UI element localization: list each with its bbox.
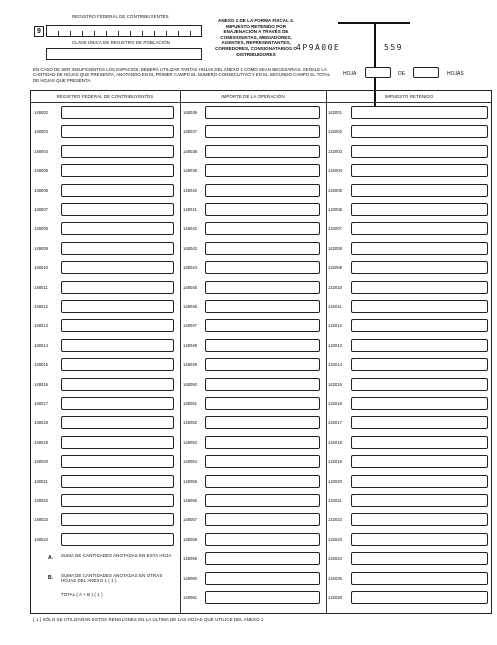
curp-field[interactable] xyxy=(46,48,202,60)
importe-field-code: 148042 xyxy=(183,226,197,232)
summary-importe-input[interactable] xyxy=(205,572,320,585)
impuesto-input[interactable] xyxy=(351,416,488,429)
summary-label: SUMA DE CANTIDADES ANOTADAS EN ESTA HOJA xyxy=(61,553,172,559)
importe-input[interactable] xyxy=(205,494,320,507)
impuesto-field-code: 142011 xyxy=(328,304,342,309)
importe-field-code: 148036 xyxy=(183,110,197,115)
form-number: 9 xyxy=(37,28,41,35)
rfc-input[interactable] xyxy=(61,281,174,294)
rfc-field-code: 148018 xyxy=(34,420,48,426)
importe-field-code: 148049 xyxy=(183,362,197,368)
importe-input[interactable] xyxy=(205,436,320,449)
importe-field-code: 148045 xyxy=(183,284,197,290)
rfc-input[interactable] xyxy=(61,358,174,371)
rfc-field-code: 148013 xyxy=(34,323,48,329)
importe-input[interactable] xyxy=(205,261,320,274)
impuesto-field-code: 142015 xyxy=(328,381,342,387)
summary-importe-code: 148060 xyxy=(183,575,197,581)
rfc-input[interactable] xyxy=(61,475,174,488)
impuesto-input[interactable] xyxy=(351,513,488,526)
rfc-field-code: 148004 xyxy=(34,148,48,154)
rfc-input[interactable] xyxy=(61,164,174,177)
hoja-label: HOJA xyxy=(343,71,357,77)
importe-input[interactable] xyxy=(205,222,320,235)
rfc-field-code: 148021 xyxy=(34,478,48,484)
impuesto-field-code: 142002 xyxy=(328,129,342,135)
rfc-field-code: 148005 xyxy=(34,168,48,174)
summary-impuesto-input[interactable] xyxy=(351,572,488,585)
impuesto-field-code: 142023 xyxy=(328,536,342,542)
importe-input[interactable] xyxy=(205,300,320,313)
rfc-field-code: 148008 xyxy=(34,226,48,232)
impuesto-input[interactable] xyxy=(351,145,488,158)
form-number-box xyxy=(34,26,44,37)
summary-label: TOTAL ( A + B ) ( 1 ) xyxy=(61,592,103,597)
summary-importe-code: 148061 xyxy=(183,595,197,600)
importe-input[interactable] xyxy=(205,455,320,468)
importe-field-code: 148055 xyxy=(183,478,197,484)
importe-field-code: 148043 xyxy=(183,245,197,251)
importe-input[interactable] xyxy=(205,513,320,526)
summary-letter: A. xyxy=(48,555,53,562)
impuesto-input[interactable] xyxy=(351,184,488,197)
importe-field-code: 148040 xyxy=(183,187,197,193)
impuesto-input[interactable] xyxy=(351,222,488,235)
importe-input[interactable] xyxy=(205,533,320,546)
importe-input[interactable] xyxy=(205,416,320,429)
rfc-input[interactable] xyxy=(61,203,174,216)
rfc-input[interactable] xyxy=(61,378,174,391)
rfc-input[interactable] xyxy=(61,184,174,197)
column-header-rfc: REGISTRO FEDERAL DE CONTRIBUYENTES xyxy=(56,94,154,99)
hoja-number-field[interactable] xyxy=(365,67,391,78)
importe-input[interactable] xyxy=(205,203,320,216)
impuesto-field-code: 142009 xyxy=(328,265,342,271)
impuesto-input[interactable] xyxy=(351,319,488,332)
importe-field-code: 148037 xyxy=(183,129,197,135)
importe-input[interactable] xyxy=(205,281,320,294)
rfc-field-code: 148014 xyxy=(34,342,48,348)
summary-label: SUMA DE CANTIDADES ANOTADAS EN OTRAS HOJAS DEL ANEXO 1 ( 1 ) xyxy=(61,572,163,583)
rfc-input[interactable] xyxy=(61,416,174,429)
summary-importe-input[interactable] xyxy=(205,591,320,604)
importe-field-code: 148058 xyxy=(183,536,197,542)
importe-field-code: 148054 xyxy=(183,459,197,465)
impuesto-field-code: 142008 xyxy=(328,245,342,251)
impuesto-input[interactable] xyxy=(351,300,488,313)
impuesto-field-code: 142021 xyxy=(328,498,342,503)
importe-input[interactable] xyxy=(205,106,320,119)
impuesto-field-code: 142012 xyxy=(328,323,342,329)
impuesto-field-code: 142017 xyxy=(328,420,342,426)
rfc-field-code: 148024 xyxy=(34,536,48,542)
rfc-field-code: 148015 xyxy=(34,362,48,368)
hoja-total-field[interactable] xyxy=(413,67,439,78)
importe-field-code: 148044 xyxy=(183,265,197,271)
rfc-input[interactable] xyxy=(61,319,174,332)
rfc-input[interactable] xyxy=(61,533,174,546)
impuesto-input[interactable] xyxy=(351,164,488,177)
rfc-input[interactable] xyxy=(61,513,174,526)
rfc-field-code: 148011 xyxy=(34,284,48,290)
impuesto-field-code: 142020 xyxy=(328,478,342,484)
summary-impuesto-code: 142026 xyxy=(328,595,342,600)
importe-input[interactable] xyxy=(205,184,320,197)
rfc-field-code: 148010 xyxy=(34,265,48,271)
importe-field-code: 148039 xyxy=(183,168,197,174)
rfc-input[interactable] xyxy=(61,222,174,235)
rfc-field-code: 148016 xyxy=(34,381,48,387)
column-header-impuesto: IMPUESTO RETENIDO xyxy=(384,94,434,99)
importe-field-code: 148053 xyxy=(183,439,197,445)
impuesto-field-code: 142004 xyxy=(328,168,342,174)
hojas-label: HOJAS xyxy=(447,71,464,77)
rfc-input[interactable] xyxy=(61,145,174,158)
impuesto-field-code: 142003 xyxy=(328,148,342,154)
rfc-input[interactable] xyxy=(61,339,174,352)
impuesto-field-code: 142006 xyxy=(328,207,342,212)
importe-input[interactable] xyxy=(205,339,320,352)
impuesto-input[interactable] xyxy=(351,339,488,352)
importe-field-code: 148057 xyxy=(183,517,197,523)
importe-field-code: 148038 xyxy=(183,148,197,154)
importe-input[interactable] xyxy=(205,358,320,371)
impuesto-field-code: 142010 xyxy=(328,284,342,290)
importe-field-code: 148052 xyxy=(183,420,197,426)
impuesto-field-code: 142022 xyxy=(328,517,342,523)
summary-impuesto-input[interactable] xyxy=(351,552,488,565)
impuesto-field-code: 142007 xyxy=(328,226,342,232)
annex-title: ANEXO 1 DE LA FORMA FISCAL 4. IMPUESTO RETENIDO POR ENAJENACIÓN A TRAVÉS DE COMISIONISTAS, MEDIADORES, AGENTES, REPRESENTANTES, CORREDORES, CONSIGNATARIOS O DISTRIBUIDORES xyxy=(215,18,297,57)
rfc-field-code: 148022 xyxy=(34,498,48,503)
rfc-input[interactable] xyxy=(61,261,174,274)
rfc-field-code: 148012 xyxy=(34,304,48,309)
summary-impuesto-input[interactable] xyxy=(351,591,488,604)
rfc-input[interactable] xyxy=(61,436,174,449)
rfc-field-code: 148009 xyxy=(34,245,48,251)
impuesto-input[interactable] xyxy=(351,281,488,294)
handwritten-code: 4P9A00E xyxy=(296,43,341,52)
rfc-input[interactable] xyxy=(61,125,174,138)
summary-importe-code: 148059 xyxy=(183,556,197,562)
summary-impuesto-code: 142024 xyxy=(328,556,342,562)
impuesto-input[interactable] xyxy=(351,203,488,216)
impuesto-field-code: 142016 xyxy=(328,401,342,406)
curp-label: CLAVE ÚNICA DE REGISTRO DE POBLACIÓN xyxy=(72,40,170,45)
impuesto-input[interactable] xyxy=(351,358,488,371)
impuesto-input[interactable] xyxy=(351,106,488,119)
importe-input[interactable] xyxy=(205,145,320,158)
impuesto-input[interactable] xyxy=(351,455,488,468)
importe-field-code: 148048 xyxy=(183,342,197,348)
rfc-input[interactable] xyxy=(61,494,174,507)
impuesto-field-code: 142005 xyxy=(328,187,342,193)
impuesto-input[interactable] xyxy=(351,242,488,255)
rfc-input[interactable] xyxy=(61,300,174,313)
impuesto-input[interactable] xyxy=(351,125,488,138)
rfc-field-code: 148023 xyxy=(34,517,48,523)
importe-field-code: 148046 xyxy=(183,304,197,309)
importe-input[interactable] xyxy=(205,475,320,488)
importe-input[interactable] xyxy=(205,164,320,177)
impuesto-input[interactable] xyxy=(351,533,488,546)
impuesto-field-code: 142014 xyxy=(328,362,342,368)
impuesto-field-code: 142019 xyxy=(328,459,342,465)
rfc-field-code: 148003 xyxy=(34,129,48,135)
rfc-field-code: 148002 xyxy=(34,110,48,115)
impuesto-field-code: 142001 xyxy=(328,110,342,115)
impuesto-input[interactable] xyxy=(351,436,488,449)
summary-importe-input[interactable] xyxy=(205,552,320,565)
importe-input[interactable] xyxy=(205,378,320,391)
rfc-input[interactable] xyxy=(61,455,174,468)
importe-input[interactable] xyxy=(205,319,320,332)
impuesto-field-code: 142013 xyxy=(328,342,342,348)
column-header-importe: IMPORTE DE LA OPERACIÓN xyxy=(221,94,285,99)
rfc-field-code: 148007 xyxy=(34,207,48,212)
importe-field-code: 148041 xyxy=(183,207,197,212)
rfc-input[interactable] xyxy=(61,106,174,119)
impuesto-input[interactable] xyxy=(351,494,488,507)
rfc-field-code: 148019 xyxy=(34,439,48,445)
importe-field-code: 148051 xyxy=(183,401,197,406)
handwritten-number: 559 xyxy=(384,43,403,52)
rfc-input[interactable] xyxy=(61,242,174,255)
instructions-text: EN CASO DE SER INSUFICIENTES LOS ESPACIOS, DEBERÁ UTILIZAR TANTAS HOJAS DEL ANEXO 1 COMO SEAN NECESARIAS. SEÑALE LA CANTIDAD DE HOJAS QUE PRESENTA, ANOTANDO EN EL PRIMER CAMPO EL NÚMERO CONSECUTIVO Y EN EL SEGUNDO CAMPO EL TOTAL DE HOJAS QUE PRESENTA. xyxy=(33,67,331,83)
footnote: ( 1 ) SÓLO SE UTILIZARÁN ESTOS RENGLONES EN LA ÚLTIMA DE LAS HOJAS QUE UTILICE DEL ANEXO 1 xyxy=(33,617,264,622)
rfc-field-code: 148020 xyxy=(34,459,48,465)
summary-letter: B. xyxy=(48,574,53,581)
summary-impuesto-code: 142025 xyxy=(328,575,342,581)
importe-input[interactable] xyxy=(205,397,320,410)
de-label: DE xyxy=(398,71,405,77)
impuesto-input[interactable] xyxy=(351,378,488,391)
impuesto-field-code: 142018 xyxy=(328,439,342,445)
rfc-field-code: 148017 xyxy=(34,401,48,406)
rfc-header-label: REGISTRO FEDERAL DE CONTRIBUYENTES xyxy=(72,14,169,19)
impuesto-input[interactable] xyxy=(351,397,488,410)
importe-field-code: 148050 xyxy=(183,381,197,387)
importe-input[interactable] xyxy=(205,125,320,138)
importe-field-code: 148047 xyxy=(183,323,197,329)
rfc-input[interactable] xyxy=(61,397,174,410)
importe-field-code: 148056 xyxy=(183,498,197,503)
impuesto-input[interactable] xyxy=(351,475,488,488)
rfc-field-code: 148006 xyxy=(34,187,48,193)
impuesto-input[interactable] xyxy=(351,261,488,274)
importe-input[interactable] xyxy=(205,242,320,255)
